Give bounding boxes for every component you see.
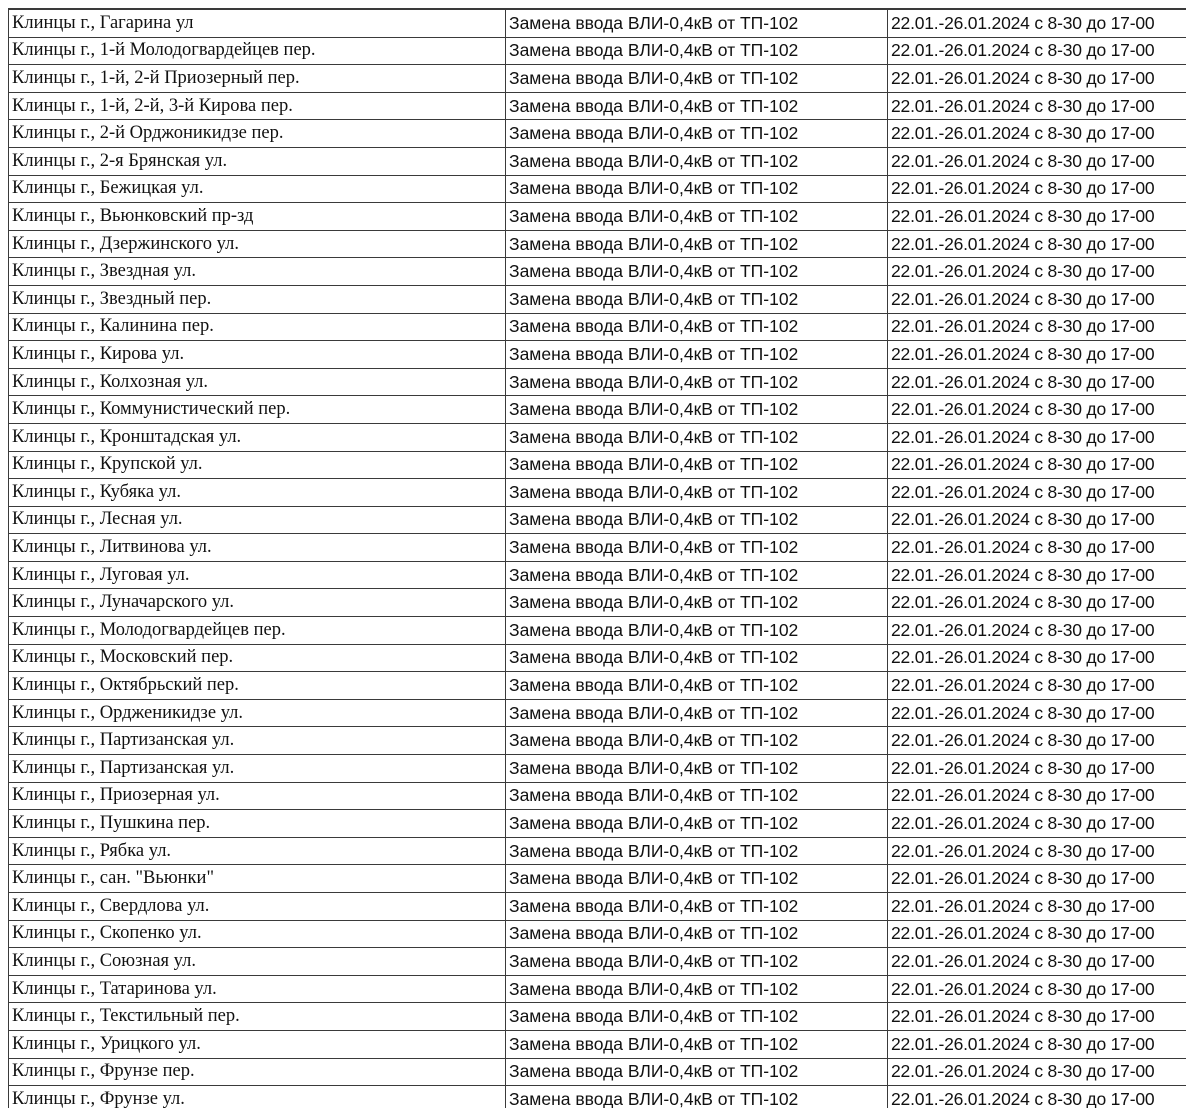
work-description-cell: Замена ввода ВЛИ-0,4кВ от ТП-102 bbox=[506, 479, 888, 507]
table-row bbox=[9, 837, 1187, 865]
outage-period-cell: 22.01.-26.01.2024 с 8-30 до 17-00 bbox=[888, 699, 1187, 727]
table-row bbox=[9, 1058, 1187, 1086]
work-description-cell: Замена ввода ВЛИ-0,4кВ от ТП-102 bbox=[506, 203, 888, 231]
table-row bbox=[9, 699, 1187, 727]
work-description-cell: Замена ввода ВЛИ-0,4кВ от ТП-102 bbox=[506, 534, 888, 562]
work-description-cell: Замена ввода ВЛИ-0,4кВ от ТП-102 bbox=[506, 423, 888, 451]
table-row bbox=[9, 561, 1187, 589]
address-cell: Клинцы г., Крупской ул. bbox=[9, 451, 506, 479]
table-row bbox=[9, 147, 1187, 175]
work-description-cell: Замена ввода ВЛИ-0,4кВ от ТП-102 bbox=[506, 258, 888, 286]
address-cell: Клинцы г., Калинина пер. bbox=[9, 313, 506, 341]
work-description-cell: Замена ввода ВЛИ-0,4кВ от ТП-102 bbox=[506, 451, 888, 479]
outage-period-cell: 22.01.-26.01.2024 с 8-30 до 17-00 bbox=[888, 368, 1187, 396]
work-description-cell: Замена ввода ВЛИ-0,4кВ от ТП-102 bbox=[506, 9, 888, 37]
work-description-cell: Замена ввода ВЛИ-0,4кВ от ТП-102 bbox=[506, 230, 888, 258]
table-row bbox=[9, 893, 1187, 921]
outage-period-cell: 22.01.-26.01.2024 с 8-30 до 17-00 bbox=[888, 534, 1187, 562]
table-row bbox=[9, 65, 1187, 93]
outage-period-cell: 22.01.-26.01.2024 с 8-30 до 17-00 bbox=[888, 341, 1187, 369]
address-cell: Клинцы г., Союзная ул. bbox=[9, 948, 506, 976]
work-description-cell: Замена ввода ВЛИ-0,4кВ от ТП-102 bbox=[506, 948, 888, 976]
address-cell: Клинцы г., Вьюнковский пр-зд bbox=[9, 203, 506, 231]
address-cell: Клинцы г., Октябрьский пер. bbox=[9, 672, 506, 700]
table-row bbox=[9, 948, 1187, 976]
outage-period-cell: 22.01.-26.01.2024 с 8-30 до 17-00 bbox=[888, 782, 1187, 810]
table-row bbox=[9, 203, 1187, 231]
work-description-cell: Замена ввода ВЛИ-0,4кВ от ТП-102 bbox=[506, 1030, 888, 1058]
outage-period-cell: 22.01.-26.01.2024 с 8-30 до 17-00 bbox=[888, 561, 1187, 589]
work-description-cell: Замена ввода ВЛИ-0,4кВ от ТП-102 bbox=[506, 617, 888, 645]
outage-period-cell: 22.01.-26.01.2024 с 8-30 до 17-00 bbox=[888, 1003, 1187, 1031]
table-row bbox=[9, 341, 1187, 369]
outage-schedule-table bbox=[8, 8, 1186, 1108]
table-row bbox=[9, 617, 1187, 645]
outage-period-cell: 22.01.-26.01.2024 с 8-30 до 17-00 bbox=[888, 396, 1187, 424]
table-row bbox=[9, 175, 1187, 203]
work-description-cell: Замена ввода ВЛИ-0,4кВ от ТП-102 bbox=[506, 1003, 888, 1031]
table-row bbox=[9, 672, 1187, 700]
address-cell: Клинцы г., Звездный пер. bbox=[9, 285, 506, 313]
outage-period-cell: 22.01.-26.01.2024 с 8-30 до 17-00 bbox=[888, 37, 1187, 65]
outage-period-cell: 22.01.-26.01.2024 с 8-30 до 17-00 bbox=[888, 120, 1187, 148]
work-description-cell: Замена ввода ВЛИ-0,4кВ от ТП-102 bbox=[506, 341, 888, 369]
address-cell: Клинцы г., Лесная ул. bbox=[9, 506, 506, 534]
address-cell: Клинцы г., Дзержинского ул. bbox=[9, 230, 506, 258]
work-description-cell: Замена ввода ВЛИ-0,4кВ от ТП-102 bbox=[506, 175, 888, 203]
address-cell: Клинцы г., Текстильный пер. bbox=[9, 1003, 506, 1031]
outage-period-cell: 22.01.-26.01.2024 с 8-30 до 17-00 bbox=[888, 589, 1187, 617]
outage-period-cell: 22.01.-26.01.2024 с 8-30 до 17-00 bbox=[888, 948, 1187, 976]
work-description-cell: Замена ввода ВЛИ-0,4кВ от ТП-102 bbox=[506, 1058, 888, 1086]
table-row bbox=[9, 782, 1187, 810]
work-description-cell: Замена ввода ВЛИ-0,4кВ от ТП-102 bbox=[506, 65, 888, 93]
outage-period-cell: 22.01.-26.01.2024 с 8-30 до 17-00 bbox=[888, 92, 1187, 120]
table-row bbox=[9, 313, 1187, 341]
work-description-cell: Замена ввода ВЛИ-0,4кВ от ТП-102 bbox=[506, 120, 888, 148]
address-cell: Клинцы г., 2-й Орджоникидзе пер. bbox=[9, 120, 506, 148]
work-description-cell: Замена ввода ВЛИ-0,4кВ от ТП-102 bbox=[506, 837, 888, 865]
work-description-cell: Замена ввода ВЛИ-0,4кВ от ТП-102 bbox=[506, 368, 888, 396]
work-description-cell: Замена ввода ВЛИ-0,4кВ от ТП-102 bbox=[506, 893, 888, 921]
work-description-cell: Замена ввода ВЛИ-0,4кВ от ТП-102 bbox=[506, 396, 888, 424]
address-cell: Клинцы г., Коммунистический пер. bbox=[9, 396, 506, 424]
table-row bbox=[9, 1086, 1187, 1108]
address-cell: Клинцы г., Скопенко ул. bbox=[9, 920, 506, 948]
outage-period-cell: 22.01.-26.01.2024 с 8-30 до 17-00 bbox=[888, 810, 1187, 838]
table-row bbox=[9, 865, 1187, 893]
table-row bbox=[9, 396, 1187, 424]
table-body bbox=[9, 9, 1187, 1108]
outage-period-cell: 22.01.-26.01.2024 с 8-30 до 17-00 bbox=[888, 727, 1187, 755]
table-row bbox=[9, 727, 1187, 755]
table-row bbox=[9, 230, 1187, 258]
outage-period-cell: 22.01.-26.01.2024 с 8-30 до 17-00 bbox=[888, 506, 1187, 534]
work-description-cell: Замена ввода ВЛИ-0,4кВ от ТП-102 bbox=[506, 561, 888, 589]
outage-period-cell: 22.01.-26.01.2024 с 8-30 до 17-00 bbox=[888, 1030, 1187, 1058]
address-cell: Клинцы г., Гагарина ул bbox=[9, 9, 506, 37]
address-cell: Клинцы г., Звездная ул. bbox=[9, 258, 506, 286]
outage-period-cell: 22.01.-26.01.2024 с 8-30 до 17-00 bbox=[888, 1086, 1187, 1108]
work-description-cell: Замена ввода ВЛИ-0,4кВ от ТП-102 bbox=[506, 506, 888, 534]
outage-period-cell: 22.01.-26.01.2024 с 8-30 до 17-00 bbox=[888, 451, 1187, 479]
table-row bbox=[9, 644, 1187, 672]
address-cell: Клинцы г., Урицкого ул. bbox=[9, 1030, 506, 1058]
outage-period-cell: 22.01.-26.01.2024 с 8-30 до 17-00 bbox=[888, 617, 1187, 645]
address-cell: Клинцы г., Рябка ул. bbox=[9, 837, 506, 865]
address-cell: Клинцы г., Фрунзе пер. bbox=[9, 1058, 506, 1086]
table-row bbox=[9, 755, 1187, 783]
address-cell: Клинцы г., Литвинова ул. bbox=[9, 534, 506, 562]
work-description-cell: Замена ввода ВЛИ-0,4кВ от ТП-102 bbox=[506, 672, 888, 700]
table-row bbox=[9, 810, 1187, 838]
address-cell: Клинцы г., 1-й, 2-й, 3-й Кирова пер. bbox=[9, 92, 506, 120]
outage-period-cell: 22.01.-26.01.2024 с 8-30 до 17-00 bbox=[888, 203, 1187, 231]
outage-period-cell: 22.01.-26.01.2024 с 8-30 до 17-00 bbox=[888, 423, 1187, 451]
outage-period-cell: 22.01.-26.01.2024 с 8-30 до 17-00 bbox=[888, 1058, 1187, 1086]
address-cell: Клинцы г., Луначарского ул. bbox=[9, 589, 506, 617]
table-row bbox=[9, 534, 1187, 562]
work-description-cell: Замена ввода ВЛИ-0,4кВ от ТП-102 bbox=[506, 285, 888, 313]
table-row bbox=[9, 92, 1187, 120]
document-sheet bbox=[8, 8, 1186, 1108]
address-cell: Клинцы г., Свердлова ул. bbox=[9, 893, 506, 921]
work-description-cell: Замена ввода ВЛИ-0,4кВ от ТП-102 bbox=[506, 589, 888, 617]
outage-period-cell: 22.01.-26.01.2024 с 8-30 до 17-00 bbox=[888, 258, 1187, 286]
address-cell: Клинцы г., Фрунзе ул. bbox=[9, 1086, 506, 1108]
table-row bbox=[9, 1030, 1187, 1058]
address-cell: Клинцы г., Кубяка ул. bbox=[9, 479, 506, 507]
address-cell: Клинцы г., Ордженикидзе ул. bbox=[9, 699, 506, 727]
outage-period-cell: 22.01.-26.01.2024 с 8-30 до 17-00 bbox=[888, 65, 1187, 93]
address-cell: Клинцы г., Кронштадская ул. bbox=[9, 423, 506, 451]
outage-period-cell: 22.01.-26.01.2024 с 8-30 до 17-00 bbox=[888, 313, 1187, 341]
outage-period-cell: 22.01.-26.01.2024 с 8-30 до 17-00 bbox=[888, 175, 1187, 203]
work-description-cell: Замена ввода ВЛИ-0,4кВ от ТП-102 bbox=[506, 313, 888, 341]
table-row bbox=[9, 9, 1187, 37]
table-row bbox=[9, 368, 1187, 396]
table-row bbox=[9, 920, 1187, 948]
address-cell: Клинцы г., Кирова ул. bbox=[9, 341, 506, 369]
table-row bbox=[9, 506, 1187, 534]
outage-period-cell: 22.01.-26.01.2024 с 8-30 до 17-00 bbox=[888, 893, 1187, 921]
table-row bbox=[9, 589, 1187, 617]
work-description-cell: Замена ввода ВЛИ-0,4кВ от ТП-102 bbox=[506, 727, 888, 755]
work-description-cell: Замена ввода ВЛИ-0,4кВ от ТП-102 bbox=[506, 755, 888, 783]
table-row bbox=[9, 1003, 1187, 1031]
address-cell: Клинцы г., Колхозная ул. bbox=[9, 368, 506, 396]
outage-period-cell: 22.01.-26.01.2024 с 8-30 до 17-00 bbox=[888, 755, 1187, 783]
table-row bbox=[9, 120, 1187, 148]
address-cell: Клинцы г., Бежицкая ул. bbox=[9, 175, 506, 203]
work-description-cell: Замена ввода ВЛИ-0,4кВ от ТП-102 bbox=[506, 147, 888, 175]
address-cell: Клинцы г., Молодогвардейцев пер. bbox=[9, 617, 506, 645]
work-description-cell: Замена ввода ВЛИ-0,4кВ от ТП-102 bbox=[506, 920, 888, 948]
outage-period-cell: 22.01.-26.01.2024 с 8-30 до 17-00 bbox=[888, 479, 1187, 507]
outage-period-cell: 22.01.-26.01.2024 с 8-30 до 17-00 bbox=[888, 975, 1187, 1003]
work-description-cell: Замена ввода ВЛИ-0,4кВ от ТП-102 bbox=[506, 782, 888, 810]
address-cell: Клинцы г., Партизанская ул. bbox=[9, 727, 506, 755]
outage-period-cell: 22.01.-26.01.2024 с 8-30 до 17-00 bbox=[888, 230, 1187, 258]
outage-period-cell: 22.01.-26.01.2024 с 8-30 до 17-00 bbox=[888, 920, 1187, 948]
table-row bbox=[9, 285, 1187, 313]
work-description-cell: Замена ввода ВЛИ-0,4кВ от ТП-102 bbox=[506, 37, 888, 65]
address-cell: Клинцы г., Приозерная ул. bbox=[9, 782, 506, 810]
address-cell: Клинцы г., 2-я Брянская ул. bbox=[9, 147, 506, 175]
outage-period-cell: 22.01.-26.01.2024 с 8-30 до 17-00 bbox=[888, 644, 1187, 672]
address-cell: Клинцы г., Пушкина пер. bbox=[9, 810, 506, 838]
table-row bbox=[9, 423, 1187, 451]
work-description-cell: Замена ввода ВЛИ-0,4кВ от ТП-102 bbox=[506, 810, 888, 838]
address-cell: Клинцы г., Партизанская ул. bbox=[9, 755, 506, 783]
outage-period-cell: 22.01.-26.01.2024 с 8-30 до 17-00 bbox=[888, 285, 1187, 313]
address-cell: Клинцы г., Московский пер. bbox=[9, 644, 506, 672]
address-cell: Клинцы г., Татаринова ул. bbox=[9, 975, 506, 1003]
address-cell: Клинцы г., сан. "Вьюнки" bbox=[9, 865, 506, 893]
work-description-cell: Замена ввода ВЛИ-0,4кВ от ТП-102 bbox=[506, 975, 888, 1003]
outage-period-cell: 22.01.-26.01.2024 с 8-30 до 17-00 bbox=[888, 672, 1187, 700]
work-description-cell: Замена ввода ВЛИ-0,4кВ от ТП-102 bbox=[506, 699, 888, 727]
work-description-cell: Замена ввода ВЛИ-0,4кВ от ТП-102 bbox=[506, 1086, 888, 1108]
outage-period-cell: 22.01.-26.01.2024 с 8-30 до 17-00 bbox=[888, 837, 1187, 865]
address-cell: Клинцы г., 1-й Молодогвардейцев пер. bbox=[9, 37, 506, 65]
outage-period-cell: 22.01.-26.01.2024 с 8-30 до 17-00 bbox=[888, 9, 1187, 37]
table-row bbox=[9, 451, 1187, 479]
address-cell: Клинцы г., 1-й, 2-й Приозерный пер. bbox=[9, 65, 506, 93]
table-row bbox=[9, 975, 1187, 1003]
work-description-cell: Замена ввода ВЛИ-0,4кВ от ТП-102 bbox=[506, 644, 888, 672]
work-description-cell: Замена ввода ВЛИ-0,4кВ от ТП-102 bbox=[506, 865, 888, 893]
table-row bbox=[9, 258, 1187, 286]
table-row bbox=[9, 479, 1187, 507]
table-row bbox=[9, 37, 1187, 65]
outage-period-cell: 22.01.-26.01.2024 с 8-30 до 17-00 bbox=[888, 147, 1187, 175]
work-description-cell: Замена ввода ВЛИ-0,4кВ от ТП-102 bbox=[506, 92, 888, 120]
outage-period-cell: 22.01.-26.01.2024 с 8-30 до 17-00 bbox=[888, 865, 1187, 893]
address-cell: Клинцы г., Луговая ул. bbox=[9, 561, 506, 589]
